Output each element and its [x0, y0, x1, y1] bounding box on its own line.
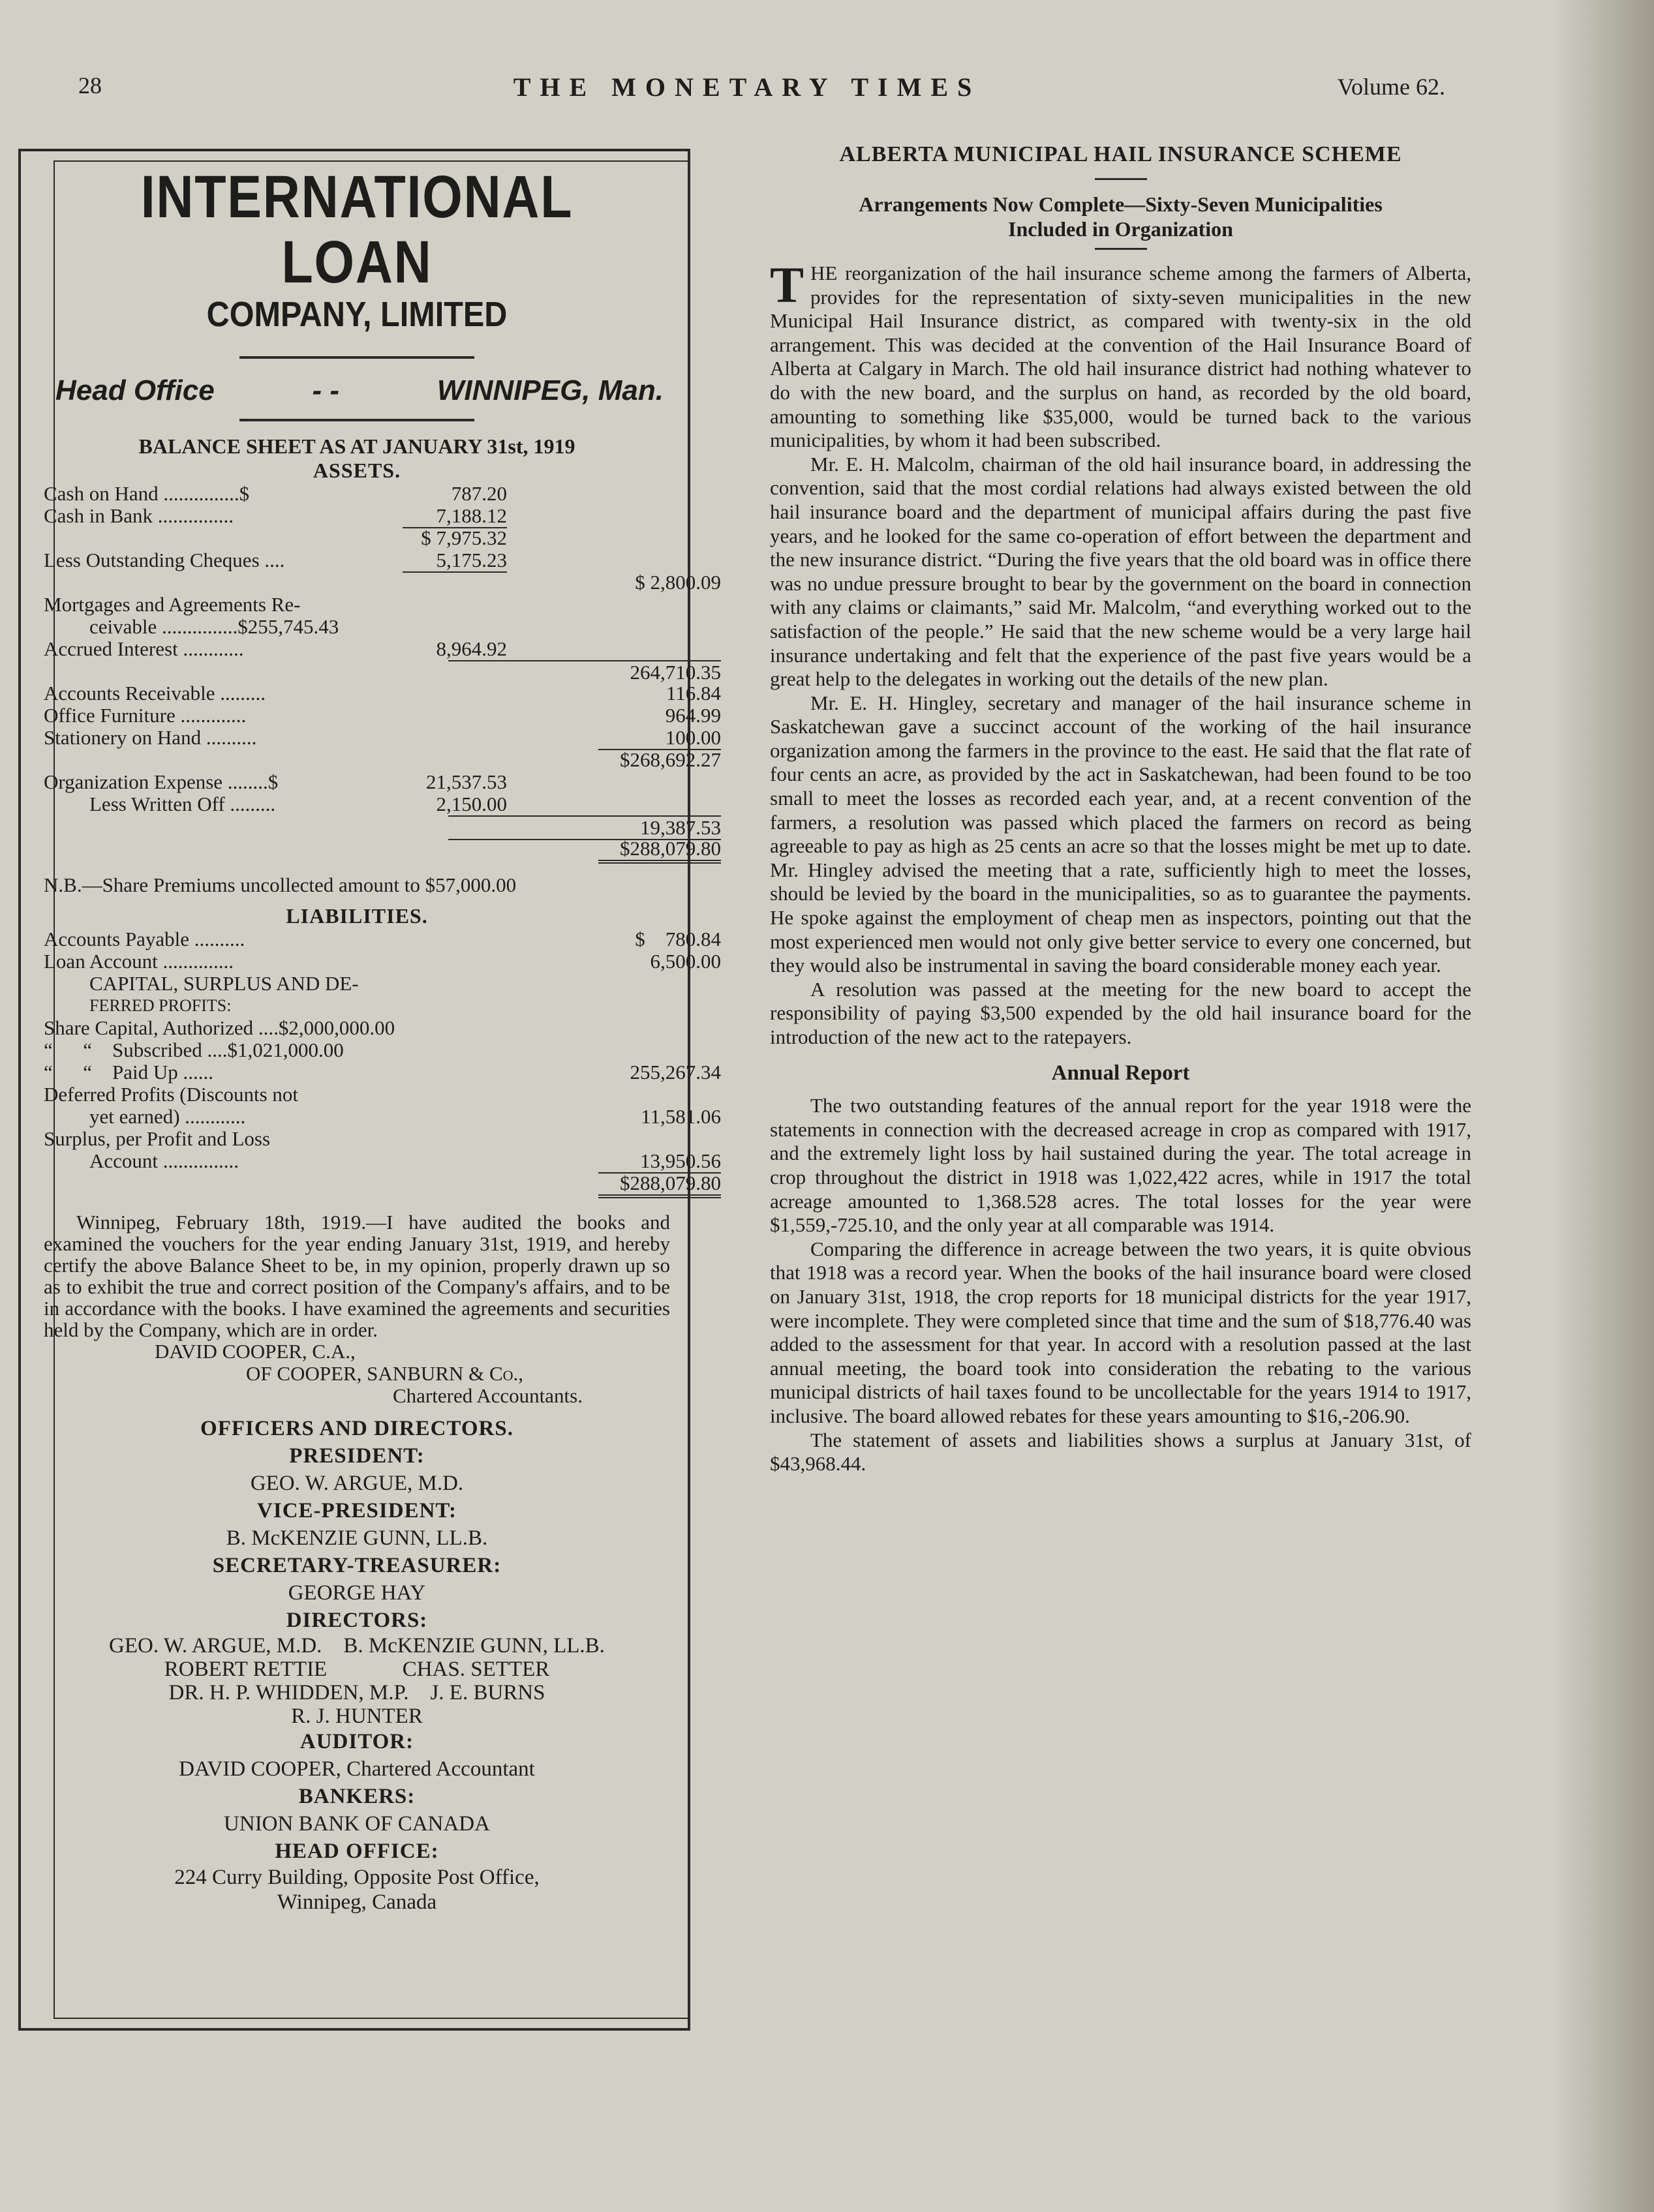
divider: [239, 419, 474, 421]
ledger-row: Cash in Bank ............... 7,188.12: [44, 504, 507, 527]
head-office-label: Head Office: [55, 374, 215, 406]
advertisement-content: [44, 164, 721, 1915]
ledger-row: $288,079.80: [44, 1172, 670, 1194]
president-name: GEO. W. ARGUE, M.D.: [250, 1472, 464, 1495]
section-heading: Annual Report: [1051, 1061, 1190, 1085]
journal-title: THE MONETARY TIMES: [513, 72, 981, 102]
head-office-line: [44, 374, 670, 407]
head-office-address: 224 Curry Building, Opposite Post Office,: [174, 1866, 540, 1889]
ledger-row: Office Furniture ............. 964.99: [44, 704, 721, 727]
directors-line: DR. H. P. WHIDDEN, M.P. J. E. BURNS: [168, 1681, 545, 1704]
liabilities-heading: LIABILITIES.: [286, 904, 428, 928]
volume-label: Volume 62.: [1337, 74, 1445, 100]
ledger-row: Accounts Receivable ......... 116.84: [44, 682, 721, 705]
ledger-row: $268,692.27: [620, 748, 721, 771]
balance-sheet-title: BALANCE SHEET AS AT JANUARY 31st, 1919: [138, 434, 575, 458]
audit-certificate: Winnipeg, February 18th, 1919.—I have audited the books and examined the vouchers for the year ending January 31st, 1919, and hereby certify the above Balance Sheet to be, in my opinion, properly drawn up so as to exhibit the true and correct position of the Company's affairs, and to be in accordance with the books. I have examined the agreements and securities held by the Company, which are in order.: [44, 1211, 670, 1341]
head-office-dash: - -: [312, 374, 340, 406]
auditor-title: Chartered Accountants.: [393, 1384, 583, 1407]
liabilities-table: [44, 928, 721, 1194]
ledger-row: Mortgages and Agreements Re-: [44, 593, 301, 616]
ledger-row: Account ............... 13,950.56: [89, 1149, 721, 1172]
ledger-row: Loan Account .............. 6,500.00: [44, 950, 721, 973]
directors-label: DIRECTORS:: [286, 1609, 428, 1632]
secretary-treasurer-label: SECRETARY-TREASURER:: [212, 1554, 502, 1577]
ledger-row: Organization Expense ........$ 21,537.53: [44, 770, 507, 793]
secretary-treasurer-name: GEORGE HAY: [288, 1581, 426, 1605]
ledger-row: Less Written Off ......... 2,150.00: [89, 793, 507, 815]
ledger-row: 19,387.53: [44, 815, 670, 838]
article-column: [770, 140, 1471, 1476]
article-paragraph: The statement of assets and liabilities shows a surplus at January 31st, of $43,968.44.: [770, 1428, 1471, 1476]
article-subtitle: Included in Organization: [1008, 217, 1233, 241]
head-office-label: HEAD OFFICE:: [275, 1840, 439, 1863]
vice-president-name: B. McKENZIE GUNN, LL.B.: [226, 1526, 488, 1550]
nb-note: N.B.—Share Premiums uncollected amount to $57,000.00: [44, 873, 517, 896]
ledger-row: FERRED PROFITS:: [89, 996, 232, 1015]
ledger-row: Share Capital, Authorized ....$2,000,000.00: [44, 1016, 395, 1039]
article-paragraph: THE reorganization of the hail insurance scheme among the farmers of Alberta, provides for the representation of sixty-seven municipalities in the new Municipal Hail Insurance district, as compared with twenty-six in the old arrangement. This was decided at the convention of the Hail Insurance Board of Alberta at Calgary in March. The old hail insurance district had nothing whatever to do with the new board, and the surplus on hand, as recorded by the old board, amounting to something like $35,000, would be turned back to the various municipalities, by whom it had been subscribed.: [770, 256, 1471, 452]
ledger-row: ceivable ...............$255,745.43: [89, 615, 339, 638]
ledger-row: 264,710.35: [44, 660, 670, 682]
page-number: 28: [78, 72, 102, 98]
head-office-city-line: Winnipeg, Canada: [277, 1890, 437, 1914]
ledger-row: Accounts Payable .......... $ 780.84: [44, 928, 721, 950]
company-name: INTERNATIONAL LOAN: [140, 164, 574, 295]
directors-line: GEO. W. ARGUE, M.D. B. McKENZIE GUNN, LL.B.: [109, 1634, 605, 1658]
bankers-label: BANKERS:: [298, 1785, 416, 1808]
page-binding-edge: [1556, 0, 1654, 2212]
ledger-row: “ “ Paid Up ...... 255,267.34: [44, 1061, 721, 1083]
ledger-row: Less Outstanding Cheques .... 5,175.23: [44, 549, 507, 571]
divider: [1095, 248, 1147, 250]
bankers-name: UNION BANK OF CANADA: [224, 1812, 490, 1836]
article-paragraph: Mr. E. H. Malcolm, chairman of the old hail insurance board, in addressing the convention, said that the most cordial relations had always existed between the old hail insurance board and the department of municipal affairs during the past five years, and he looked for the same co-operation of effort between the department and the new insurance district. “During the five years that the old board was in office there was no undue pressure brought to bear by the government on the board in connection with any claims or claimants,” said Mr. Malcolm, “and everything worked out to the satisfaction of the people.” He said that the new scheme would be a very large hail insurance undertaking and felt that the experience of the past five years would be a great help to the delegates in working out the details of the new plan.: [770, 452, 1471, 691]
article-subtitle: Arrangements Now Complete—Sixty-Seven Municipalities: [859, 192, 1383, 216]
ledger-row: $288,079.80: [44, 838, 670, 860]
ledger-row: “ “ Subscribed ....$1,021,000.00: [44, 1038, 344, 1061]
ledger-row: $ 2,800.09: [635, 571, 721, 594]
officers-heading: OFFICERS AND DIRECTORS.: [200, 1417, 513, 1440]
officers-block: [44, 1415, 670, 1915]
divider: [1095, 178, 1147, 180]
vice-president-label: VICE-PRESIDENT:: [257, 1499, 457, 1523]
drop-cap: T: [770, 256, 804, 313]
head-office-city: WINNIPEG, Man.: [436, 374, 664, 406]
ledger-row: Surplus, per Profit and Loss: [44, 1127, 271, 1150]
article-title: ALBERTA MUNICIPAL HAIL INSURANCE SCHEME: [839, 142, 1402, 166]
running-head: [0, 72, 1494, 111]
ledger-row: Deferred Profits (Discounts not: [44, 1083, 298, 1106]
ledger-row: Cash on Hand ...............$ 787.20: [44, 482, 507, 505]
article-paragraph: Comparing the difference in acreage between the two years, it is quite obvious that 1918 was a record year. When the books of the hail insurance board were closed on January 31st, 1918, the crop reports for 18 municipal districts for the year 1917, were incomplete. They were completed since that time and the sum of $18,776.40 was added to the assessment for that year. In accord with a resolution passed at the last annual meeting, the board took into consideration the rebating to the various municipal districts of hail taxes found to be uncollectable for the years 1914 to 1917, inclusive. The board allowed rebates for these years amounting to $16,-206.90.: [770, 1237, 1471, 1427]
ledger-row: $ 7,975.32: [421, 526, 507, 549]
article-paragraph: Mr. E. H. Hingley, secretary and manager of the hail insurance scheme in Saskatchewan gave a succinct account of the working of the hail insurance organization among the farmers in the province to the east. He said that the flat rate of four cents an acre, as provided by the act in Saskatchewan, had been found to be too small to meet the losses as recorded each year, and, at a recent convention of the farmers, a resolution was passed which placed the farmers on record as being agreeable to pay as high as 25 cents an acre so that the losses might be met up to date. Mr. Hingley advised the meeting that a rate, sufficiently high to meet the losses, should be levied by the board in the municipalities, so as to guarantee the payments. He spoke against the employment of cheap men as inspectors, pointing out that the most experienced men would not only give better service to every one concerned, but they would also be instrumental in saving the board considerable money each year.: [770, 691, 1471, 977]
assets-heading: ASSETS.: [313, 459, 401, 482]
auditor-signature: DAVID COOPER, C.A.,: [155, 1340, 356, 1363]
directors-line: ROBERT RETTIE CHAS. SETTER: [164, 1658, 550, 1681]
ledger-row: Stationery on Hand .......... 100.00: [44, 726, 721, 749]
ledger-row: CAPITAL, SURPLUS AND DE-: [89, 972, 359, 995]
company-subtitle: COMPANY, LIMITED: [206, 295, 508, 334]
ledger-row: yet earned) ............ 11,581.06: [89, 1105, 721, 1128]
president-label: PRESIDENT:: [289, 1444, 425, 1468]
auditor-label: AUDITOR:: [299, 1730, 414, 1753]
auditor-name: DAVID COOPER, Chartered Accountant: [179, 1757, 535, 1781]
ledger-row: Accrued Interest ............ 8,964.92: [44, 637, 507, 660]
article-paragraph: A resolution was passed at the meeting for the new board to accept the responsibility of paying $3,500 expended by the old hail insurance board for the introduction of the new act to the ratepayers.: [770, 977, 1471, 1048]
article-paragraph: The two outstanding features of the annual report for the year 1918 were the statements in connection with the decreased acreage in crop as compared with 1917, and the extremely light loss by hail sustained during the year. The total acreage in crop throughout the district in 1918 was 1,022,422 acres, while in 1917 the total acreage amounted to 1,368.528 acres. The total losses for the year were $1,559,-725.10, and the only year at all comparable was 1914.: [770, 1094, 1471, 1237]
divider: [239, 356, 474, 359]
directors-line: R. J. HUNTER: [291, 1704, 423, 1728]
assets-table: [44, 482, 721, 860]
auditor-firm: OF COOPER, SANBURN & Co.,: [246, 1362, 524, 1385]
advertisement-box: [18, 149, 721, 2031]
